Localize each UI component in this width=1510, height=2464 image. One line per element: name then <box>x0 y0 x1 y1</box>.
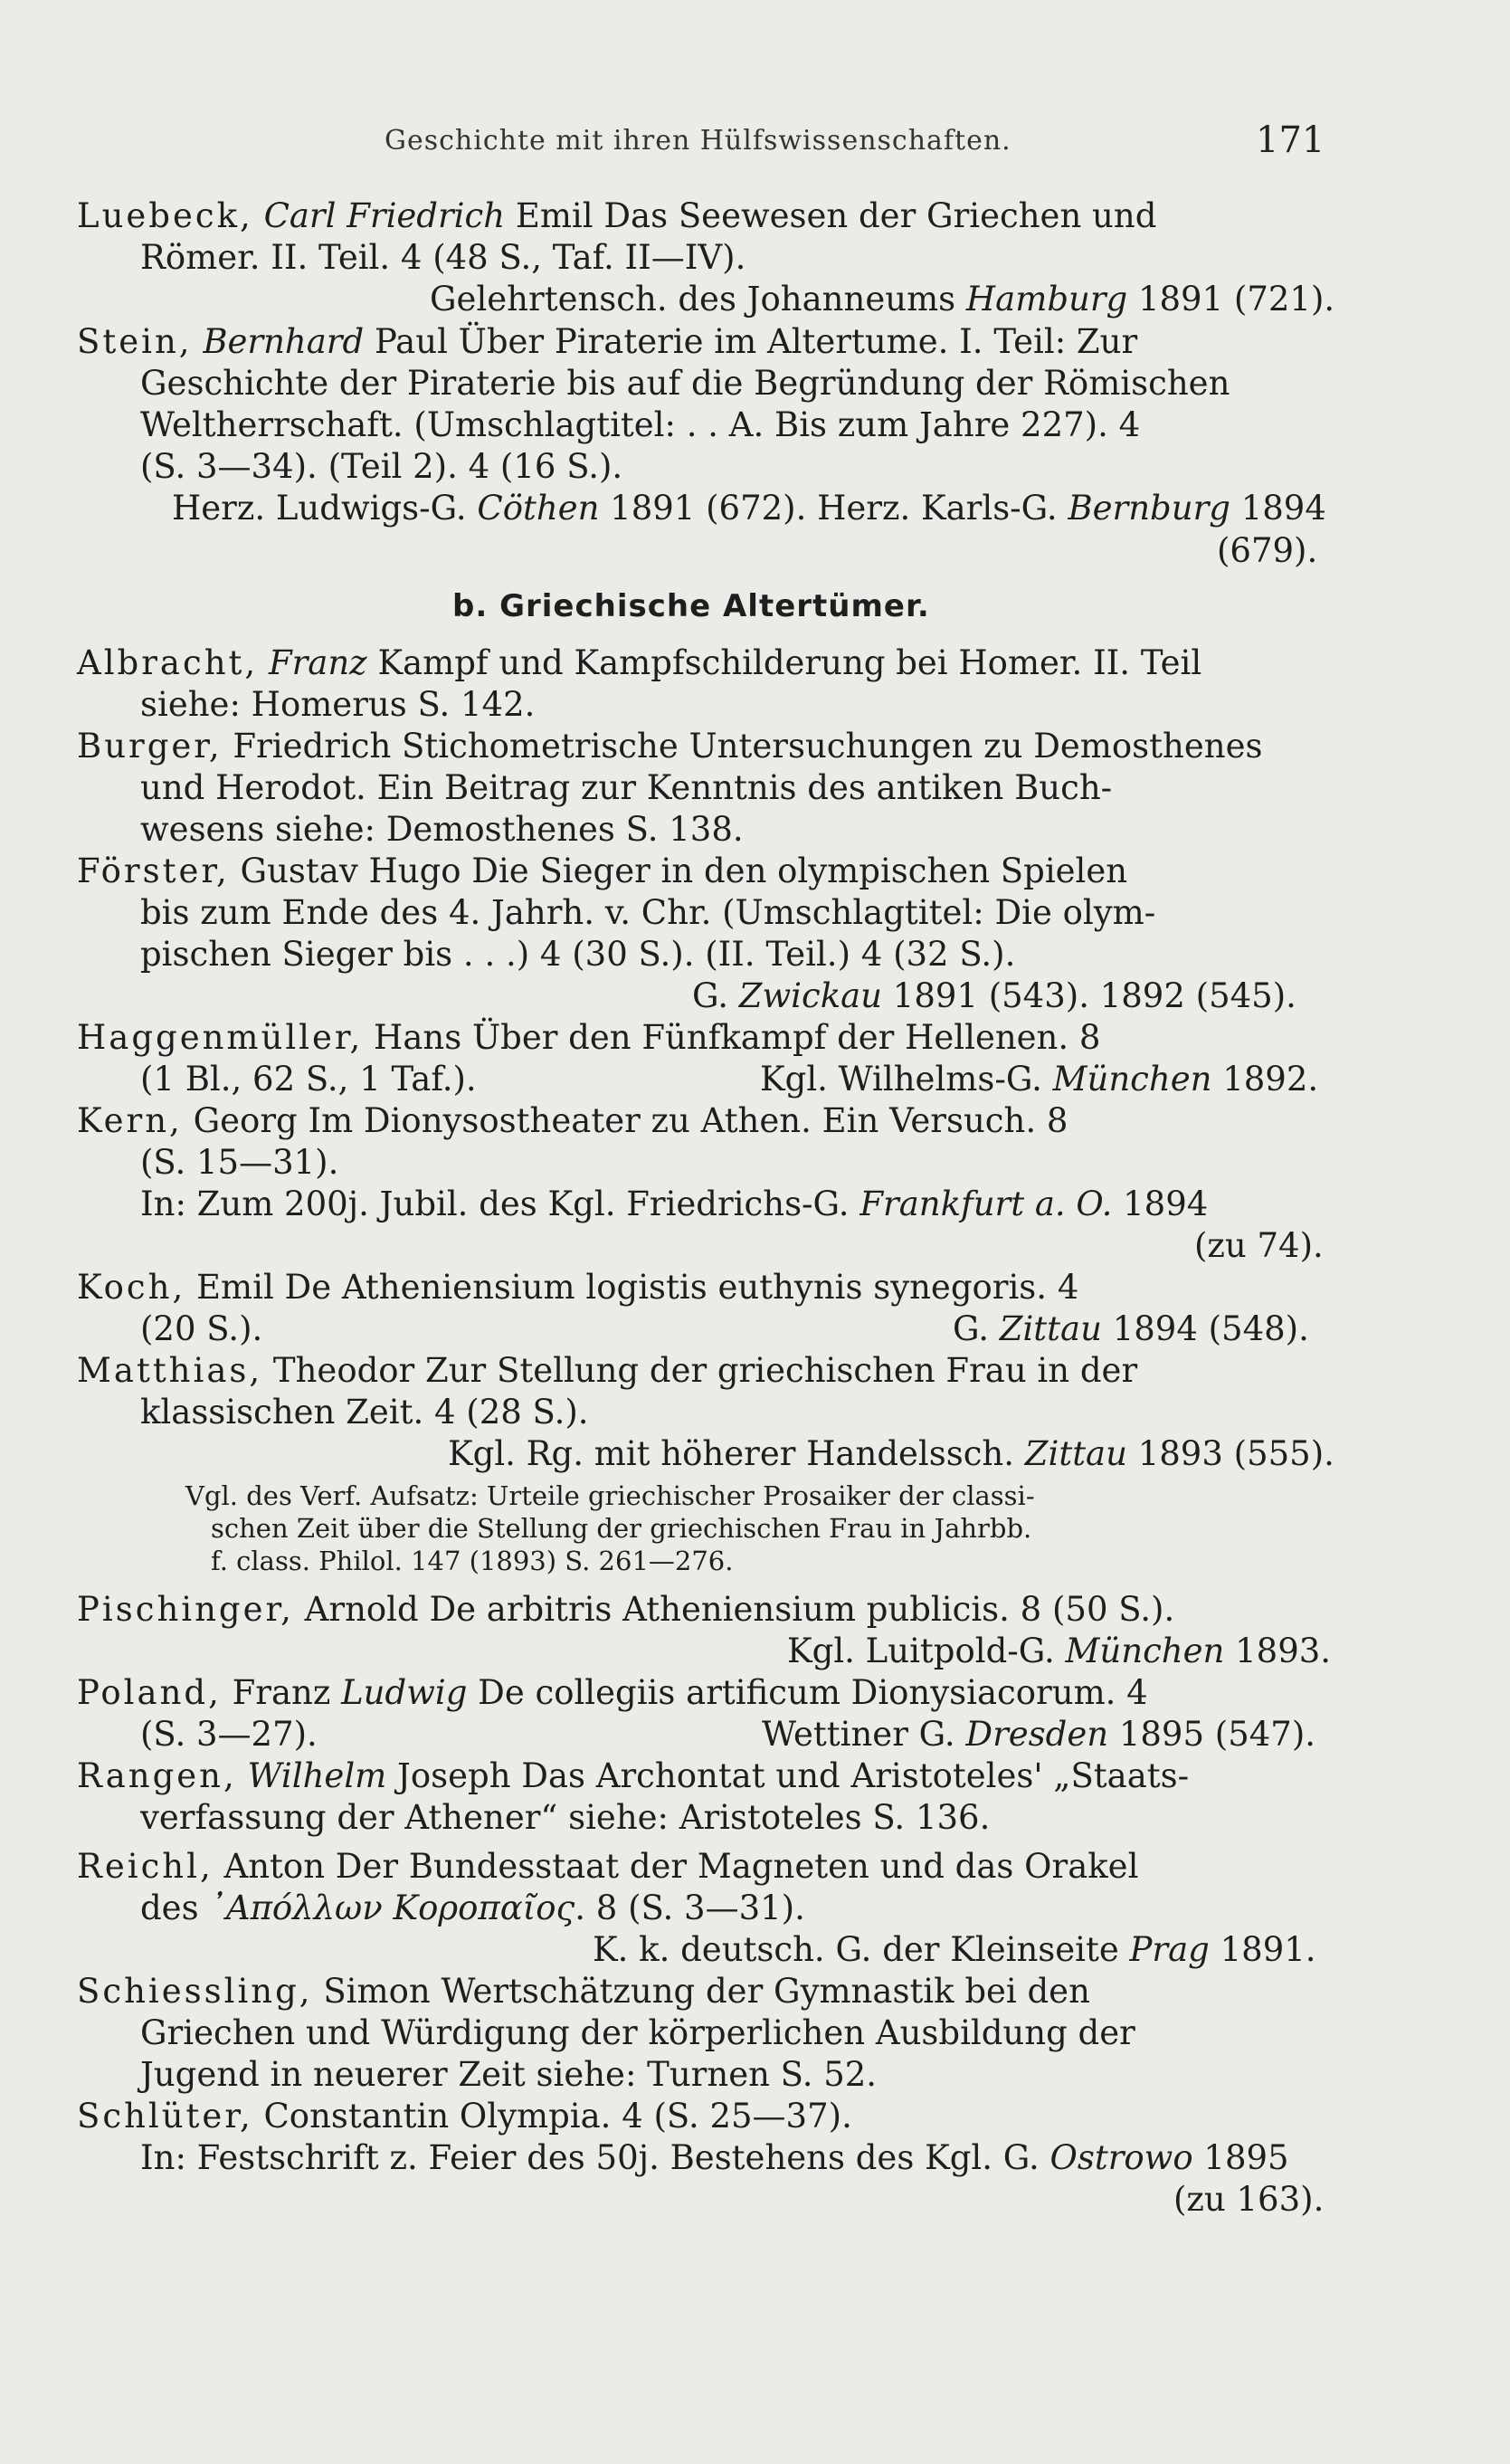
author-surname: Haggenmüller, <box>77 1018 364 1057</box>
line-text: Kgl. Rg. mit höherer Handelssch. <box>448 1434 1025 1473</box>
author-surname: Förster, <box>77 851 230 890</box>
line-text: Franz <box>221 1673 342 1712</box>
entry-line <box>77 2098 852 2136</box>
line-text: verfassung der Athener“ siehe: Aristoteles S. 136. <box>140 1798 991 1837</box>
line-text: Kgl. Luitpold-G. <box>787 1632 1066 1670</box>
author-surname: Poland, <box>77 1673 222 1712</box>
line-text: 1894 <box>1230 489 1326 528</box>
line-text: bis zum Ende des 4. Jahrh. v. Chr. (Umschlagtitel: Die olym- <box>140 893 1156 932</box>
italic-text: Zwickau <box>738 976 883 1015</box>
italic-text: Zittau <box>1024 1434 1127 1473</box>
line-text: 1891 (543). 1892 (545). <box>882 976 1296 1015</box>
line-text: Kampf und Kampfschilderung bei Homer. II. Teil <box>366 643 1202 682</box>
italic-text: Frankfurt a. O. <box>859 1184 1113 1223</box>
line-text: Wettiner G. <box>762 1715 966 1754</box>
entry-line <box>77 1757 1189 1795</box>
author-surname: Burger, <box>77 727 223 766</box>
italic-text: Carl Friedrich <box>263 196 506 235</box>
entry-line <box>140 1716 318 1754</box>
line-text: Römer. II. Teil. 4 (48 S., Taf. II—IV). <box>140 238 746 277</box>
entry-line <box>760 1061 1318 1099</box>
entry-line <box>140 406 1140 444</box>
entry-line <box>1217 532 1317 570</box>
line-text: (S. 3—27). <box>140 1715 318 1754</box>
line-text: f. class. Philol. 147 (1893) S. 261—276. <box>211 1546 734 1576</box>
entry-line <box>953 1310 1309 1348</box>
italic-text: Franz <box>268 643 367 682</box>
entry-line <box>77 728 1262 766</box>
italic-text: Dresden <box>965 1715 1109 1754</box>
entry-line <box>140 2139 1289 2177</box>
italic-text: Ludwig <box>341 1673 468 1712</box>
line-text: G. <box>692 976 739 1015</box>
line-text: (S. 3—34). (Teil 2). 4 (16 S.). <box>140 447 623 486</box>
entry-line <box>77 1674 1148 1712</box>
section-heading: b. Griechische Altertümer. <box>452 588 930 624</box>
author-surname: Reichl, <box>77 1847 214 1886</box>
line-text: Gelehrtensch. des Johanneums <box>430 280 966 319</box>
line-text <box>253 196 264 235</box>
author-surname: Luebeck, <box>77 196 253 235</box>
line-text: (S. 15—31). <box>140 1143 339 1182</box>
entry-line <box>77 1269 1078 1307</box>
line-text: De collegiis artificum Dionysiacorum. 4 <box>467 1673 1148 1712</box>
line-text: 1893. <box>1224 1632 1332 1670</box>
author-surname: Matthias, <box>77 1351 263 1390</box>
line-text: Weltherrschaft. (Umschlagtitel: . . A. Bis zum Jahre 227). 4 <box>140 405 1141 444</box>
italic-text: Cöthen <box>477 489 600 528</box>
line-text <box>237 1756 248 1795</box>
footnote-line <box>185 1480 1035 1511</box>
entry-line <box>140 769 1112 807</box>
entry-line <box>140 1799 990 1837</box>
line-text: schen Zeit über die Stellung der griechischen Frau in Jahrbb. <box>211 1513 1032 1544</box>
line-text: Friedrich Stichometrische Untersuchungen zu Demosthenes <box>222 727 1263 766</box>
line-text: Emil De Atheniensium logistis euthynis synegoris. 4 <box>185 1268 1079 1307</box>
entry-line <box>140 686 535 724</box>
line-text: Joseph Das Archontat und Aristoteles' „Staats- <box>386 1756 1190 1795</box>
line-text: 1894 (548). <box>1101 1309 1309 1348</box>
entry-line <box>1194 1227 1324 1265</box>
line-text: Theodor Zur Stellung der griechischen Frau in der <box>262 1351 1138 1390</box>
line-text: 1891 (721). <box>1127 280 1335 319</box>
author-surname: Pischinger, <box>77 1590 294 1629</box>
line-text: G. <box>953 1309 1000 1348</box>
line-text: 1893 (555). <box>1126 1434 1334 1473</box>
line-text: 1892. <box>1211 1060 1319 1099</box>
running-header <box>0 119 1510 165</box>
author-surname: Kern, <box>77 1101 183 1140</box>
italic-text: Wilhelm <box>247 1756 387 1795</box>
line-text: Simon Wertschätzung der Gymnastik bei den <box>312 1972 1090 2011</box>
entry-line <box>77 852 1127 890</box>
line-text: Herz. Ludwigs-G. <box>172 489 478 528</box>
line-text: Emil Das Seewesen der Griechen und <box>505 196 1157 235</box>
italic-text: Bernburg <box>1068 489 1230 528</box>
entry-line <box>77 1102 1068 1140</box>
line-text: (20 S.). <box>140 1309 263 1348</box>
entry-line <box>77 1591 1174 1629</box>
entry-line <box>77 1352 1137 1390</box>
entry-line <box>140 1185 1208 1223</box>
entry-line <box>77 1973 1090 2011</box>
line-text: Griechen und Würdigung der körperlichen Ausbildung der <box>140 2013 1135 2052</box>
entry-line <box>140 1061 477 1099</box>
entry-line <box>140 1310 262 1348</box>
entry-line <box>140 448 622 486</box>
line-text: In: Festschrift z. Feier des 50j. Bestehens des Kgl. G. <box>140 2138 1050 2177</box>
italic-text: Hamburg <box>965 280 1128 319</box>
line-text: (679). <box>1217 531 1318 570</box>
entry-line <box>172 490 1326 528</box>
entry-line <box>787 1632 1331 1670</box>
entry-line <box>448 1435 1334 1473</box>
line-text: Constantin Olympia. 4 (S. 25—37). <box>252 2097 852 2136</box>
line-text: Jugend in neuerer Zeit siehe: Turnen S. 52. <box>140 2055 878 2094</box>
line-text: 1891. <box>1209 1930 1316 1969</box>
entry-line <box>77 323 1137 361</box>
entry-line <box>140 936 1015 974</box>
line-text: klassischen Zeit. 4 (28 S.). <box>140 1393 589 1432</box>
author-surname: Schiessling, <box>77 1972 313 2011</box>
line-text <box>193 322 204 361</box>
entry-line <box>762 1716 1315 1754</box>
entry-line <box>77 644 1201 682</box>
entry-line <box>140 365 1230 403</box>
author-surname: Schlüter, <box>77 2097 253 2136</box>
line-text: pischen Sieger bis . . .) 4 (30 S.). (II. Teil.) 4 (32 S.). <box>140 935 1016 974</box>
entry-line <box>140 811 744 849</box>
entry-line <box>593 1931 1316 1969</box>
italic-text: Prag <box>1129 1930 1210 1969</box>
page-number: 171 <box>1256 119 1325 161</box>
italic-text: ᾿Απόλλων Κοροπαῖος <box>209 1888 575 1927</box>
italic-text: München <box>1065 1632 1225 1670</box>
line-text: Hans Über den Fünfkampf der Hellenen. 8 <box>363 1018 1101 1057</box>
footnote-line <box>211 1546 733 1576</box>
entry-line <box>140 1144 338 1182</box>
entry-line <box>77 1848 1138 1886</box>
line-text: (zu 163). <box>1173 2180 1325 2219</box>
entry-line <box>140 1394 589 1432</box>
italic-text: Ostrowo <box>1049 2138 1193 2177</box>
line-text: Geschichte der Piraterie bis auf die Begründung der Römischen <box>140 364 1230 403</box>
entry-line <box>140 2014 1135 2052</box>
author-surname: Rangen, <box>77 1756 237 1795</box>
entry-line <box>692 977 1296 1015</box>
entry-line <box>140 239 746 277</box>
line-text: 1895 (547). <box>1108 1715 1316 1754</box>
line-text: siehe: Homerus S. 142. <box>140 685 536 724</box>
entry-line <box>77 197 1156 235</box>
entry-line <box>140 2056 877 2094</box>
entry-line <box>430 281 1334 319</box>
line-text: Vgl. des Verf. Aufsatz: Urteile griechischer Prosaiker der classi- <box>185 1480 1035 1511</box>
line-text: des <box>140 1888 210 1927</box>
line-text: Arnold De arbitris Atheniensium publicis. 8 (50 S.). <box>293 1590 1175 1629</box>
line-text: (1 Bl., 62 S., 1 Taf.). <box>140 1060 477 1099</box>
line-text: und Herodot. Ein Beitrag zur Kenntnis des antiken Buch- <box>140 768 1113 807</box>
line-text: 1895 <box>1192 2138 1289 2177</box>
footnote-line <box>211 1513 1031 1544</box>
line-text: wesens siehe: Demosthenes S. 138. <box>140 810 744 849</box>
line-text: In: Zum 200j. Jubil. des Kgl. Friedrichs-G. <box>140 1184 860 1223</box>
italic-text: Bernhard <box>203 322 365 361</box>
italic-text: Zittau <box>999 1309 1102 1348</box>
line-text: Anton Der Bundesstaat der Magneten und das Orakel <box>213 1847 1139 1886</box>
line-text: Kgl. Wilhelms-G. <box>760 1060 1053 1099</box>
entry-line <box>77 1019 1100 1057</box>
line-text: Gustav Hugo Die Sieger in den olympischen Spielen <box>229 851 1128 890</box>
line-text: 1894 <box>1112 1184 1209 1223</box>
line-text <box>258 643 269 682</box>
entry-line <box>140 894 1155 932</box>
line-text: 1891 (672). Herz. Karls-G. <box>599 489 1068 528</box>
line-text: . 8 (S. 3—31). <box>575 1888 805 1927</box>
entry-line <box>140 1889 805 1927</box>
running-title: Geschichte mit ihren Hülfswissenschaften. <box>385 125 1011 157</box>
entry-line <box>1173 2181 1324 2219</box>
line-text: K. k. deutsch. G. der Kleinseite <box>593 1930 1130 1969</box>
author-surname: Albracht, <box>77 643 259 682</box>
line-text: (zu 74). <box>1194 1226 1324 1265</box>
author-surname: Koch, <box>77 1268 186 1307</box>
line-text: Georg Im Dionysostheater zu Athen. Ein Versuch. 8 <box>182 1101 1068 1140</box>
line-text: Paul Über Piraterie im Altertume. I. Teil: Zur <box>364 322 1138 361</box>
italic-text: München <box>1052 1060 1212 1099</box>
author-surname: Stein, <box>77 322 193 361</box>
